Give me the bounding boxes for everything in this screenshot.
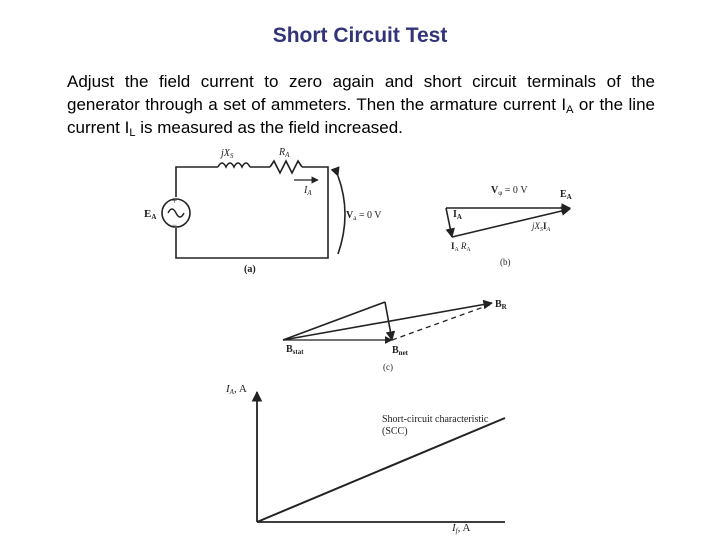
label-br: $B_R$	[495, 299, 507, 311]
scc-curve	[257, 418, 505, 522]
scc-x-axis-label: If, A	[452, 522, 471, 535]
source-plus: +	[172, 196, 178, 206]
resistor-zigzag	[270, 161, 302, 173]
caption-c: (c)	[383, 362, 393, 372]
label-ea: EA	[144, 208, 157, 221]
vector-dashed	[392, 304, 492, 340]
label-jxs: $jX_S$	[221, 148, 234, 160]
label-va: $V_a = 0$ V	[346, 210, 382, 222]
vector-br	[283, 303, 492, 340]
phasor-ia	[446, 208, 452, 237]
label-iara: $I_A$ $R_A$	[451, 241, 471, 253]
ac-wave-icon	[168, 209, 184, 217]
label-bstat: $B_{stat}$	[286, 344, 304, 356]
source-minus: −	[172, 220, 178, 230]
label-ra: $R_A$	[279, 147, 290, 159]
paragraph-sub-a: A	[566, 104, 574, 116]
paragraph-part3: is measured as the field increased.	[135, 118, 403, 137]
scc-chart	[225, 383, 505, 535]
label-jxsia: $jX_SI_A$	[532, 221, 551, 233]
phasor-jxsia	[452, 209, 570, 237]
label-vphi: $V_\varphi = 0$ V	[491, 185, 528, 197]
slide-title: Short Circuit Test	[272, 24, 448, 47]
paragraph-sub-l: L	[129, 127, 136, 139]
scc-curve-label-line1: Short-circuit characteristic	[382, 414, 489, 425]
circuit-wire	[176, 167, 218, 197]
scc-curve-label-line2: (SCC)	[382, 426, 408, 437]
label-ia-b: $I_A$	[453, 209, 462, 221]
paragraph-part2: or the line current I	[67, 95, 655, 137]
label-bnet: $B_{net}$	[392, 345, 409, 357]
figure-a-circuit	[144, 147, 382, 275]
caption-a: (a)	[244, 264, 256, 275]
label-ea-b: $E_A$	[560, 189, 572, 201]
paragraph-part1: Adjust the field current to zero again and short circuit terminals of the generator through a set of ammeters. Then the armature current I	[67, 72, 655, 114]
vector-bstat	[283, 302, 385, 340]
scc-y-axis-label: IA, A	[226, 383, 247, 396]
circuit-wire	[176, 167, 328, 258]
figure-c-fields	[283, 299, 508, 372]
caption-b: (b)	[500, 257, 511, 267]
label-ia: $I_A$	[304, 185, 312, 197]
voltage-arc	[338, 176, 345, 254]
figure-b-phasor	[446, 185, 572, 267]
inductor-coil	[218, 163, 250, 167]
